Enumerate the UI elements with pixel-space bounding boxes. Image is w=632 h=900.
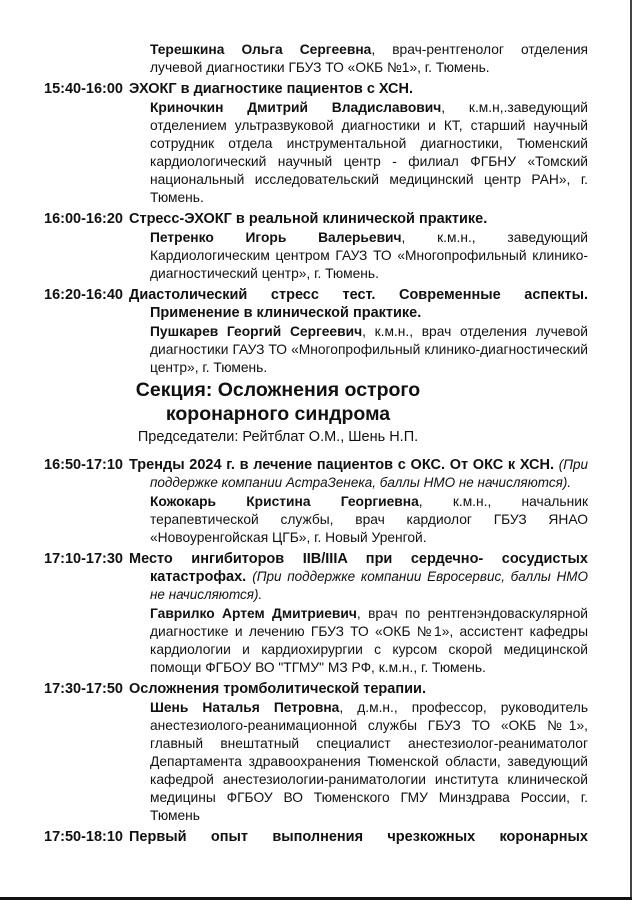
program-entry xyxy=(0,828,588,846)
speaker-desc: , к.м.н., врач отделения лучевой диагностики ГАУЗ ТО «Многопрофильный клинико-диагностический центр», г. Тюмень. xyxy=(150,324,588,375)
speaker-desc: , врач по рентгенэндоваскулярной диагностике и лечению ГБУЗ ТО «ОКБ №1», ассистент кафедры кардиологии и кардиохирургии с курсом скорой медицинской помощи ФГБОУ ВО "ТГМУ" МЗ РФ, к.м.н., г. Тюмень. xyxy=(150,606,588,675)
speaker-name: Петренко Игорь Валерьевич xyxy=(150,230,402,245)
program-entry xyxy=(0,286,588,377)
entry-title xyxy=(129,550,588,604)
entry-time: 16:20-16:40 xyxy=(44,287,123,303)
entry-title: Первый опыт выполнения чрезкожных коронарных xyxy=(129,829,588,845)
entry-title: Стресс-ЭХОКГ в реальной клинической практике. xyxy=(129,211,488,227)
entry-time: 16:00-16:20 xyxy=(44,211,123,227)
program-entry xyxy=(0,80,588,207)
program-entry xyxy=(0,680,588,825)
entry-title: Диастолический стресс тест. Современные аспекты. Применение в клинической практике. xyxy=(129,287,588,321)
section-header xyxy=(78,378,478,447)
program-entry xyxy=(0,550,588,677)
entry-title: Осложнения тромболитической терапии. xyxy=(129,681,426,697)
speaker-desc: , к.м.н,.заведующий отделением ультразвуковой диагностики и КТ, старший научный сотрудник отдела инструментальной диагностики, Тюменский кардиологический научный центр - филиал ФГБНУ «Томский национальный исследовательский медицинский центр РАН», г. Тюмень. xyxy=(150,100,589,205)
speaker-name: Кожокарь Кристина Георгиевна xyxy=(150,494,419,509)
program-bottom xyxy=(0,456,588,846)
entry-time: 17:10-17:30 xyxy=(44,551,123,567)
speaker-desc: , д.м.н., профессор, руководитель анестезиолого-реанимационной службы ГБУЗ ТО «ОКБ №1», главный внештатный специалист анестезиолог-реаниматолог Департамента здравоохранения Тюменской области, заведующий кафедрой анестезиологии-раниматологии института клинической медицины ФГБОУ ВО Тюменского ГМУ Минздрава России, г. Тюмень xyxy=(150,700,589,823)
speaker-info xyxy=(150,605,588,677)
speaker-info xyxy=(150,323,588,377)
program-entry xyxy=(0,456,588,547)
sponsor-note: (При поддержке компании АстраЗенека, баллы НМО не начисляются). xyxy=(150,457,588,490)
entry-title: ЭХОКГ в диагностике пациентов с ХСН. xyxy=(129,81,414,97)
speaker-info xyxy=(150,41,588,77)
speaker-name: Терешкина Ольга Сергеевна xyxy=(150,42,372,57)
speaker-name: Криночкин Дмитрий Владиславович xyxy=(150,100,442,115)
entry-time: 15:40-16:00 xyxy=(44,81,123,97)
speaker-name: Шень Наталья Петровна xyxy=(150,700,340,715)
speaker-info xyxy=(150,699,588,825)
section-title: Секция: Осложнения острого коронарного синдрома xyxy=(135,379,421,425)
speaker-desc: , врач-рентгенолог отделения лучевой диагностики ГБУЗ ТО «ОКБ №1», г. Тюмень. xyxy=(150,42,589,75)
program-entry xyxy=(0,41,588,77)
sponsor-note: (При поддержке компании Евросервис, баллы НМО не начисляются). xyxy=(150,569,588,602)
entry-title-text: Тренды 2024 г. в лечение пациентов с ОКС. От ОКС к ХСН. xyxy=(129,457,554,473)
speaker-info xyxy=(150,493,588,547)
speaker-desc: , к.м.н., начальник терапевтической службы, врач кардиолог ГБУЗ ЯНАО «Новоуренгойская ЦГБ», г. Новый Уренгой. xyxy=(150,494,588,545)
speaker-info xyxy=(150,99,588,207)
entry-title-text: Место ингибиторов IIB/IIIA при сердечно- сосудистых катастрофах. xyxy=(129,551,588,585)
speaker-name: Гаврилко Артем Дмитриевич xyxy=(150,606,357,621)
program-entry xyxy=(0,210,588,283)
speaker-desc: , к.м.н., заведующий Кардиологическим центром ГАУЗ ТО «Многопрофильный клинико-диагностический центр», г. Тюмень. xyxy=(150,230,588,281)
section-chairs: Председатели: Рейтблат О.М., Шень Н.П. xyxy=(137,429,419,445)
entry-time: 17:30-17:50 xyxy=(44,681,123,697)
entry-time: 16:50-17:10 xyxy=(44,457,123,473)
speaker-info xyxy=(150,229,588,283)
speaker-name: Пушкарев Георгий Сергеевич xyxy=(150,324,363,339)
entry-time: 17:50-18:10 xyxy=(44,829,123,845)
program-top xyxy=(0,40,588,377)
entry-title xyxy=(129,456,588,492)
